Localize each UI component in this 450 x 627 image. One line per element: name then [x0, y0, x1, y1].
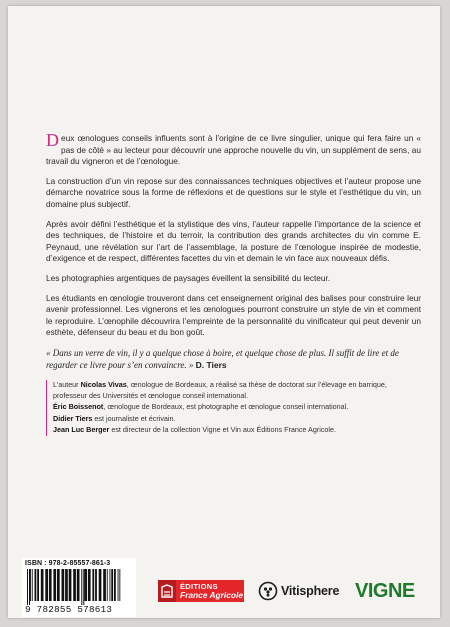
bio-jean-luc-berger: Jean Luc Berger est directeur de la collection Vigne et Vin aux Éditions France Agricole. [53, 425, 336, 435]
bio-nicolas-vivas: L’auteur Nicolas Vivas, œnologue de Bordeaux, a réalisé sa thèse de doctorat sur l’élevage en barrique, professeur des Universités et œnologue conseil international. [53, 379, 387, 400]
drop-cap: D [46, 130, 59, 150]
back-cover [8, 6, 440, 618]
paragraph-5: Les étudiants en œnologie trouveront dans cet enseignement original des balises pour construire leur avenir professionnel. Les vignerons et les œnologues pourront construire un style de vin et comment le reproduire. L’œnophile découvrira l’empreinte de la personnalité du vinificateur qui peut devenir un esthète, défenseur du beau et du bon goût. [46, 292, 421, 338]
paragraph-2: La construction d’un vin repose sur des connaissances techniques objectives et l’auteur propose une démarche novatrice sous la forme de réflexions et de questions sur le style et l’esthétique du vin, un domaine plus subjectif. [46, 175, 421, 209]
france-agricole-glyph-icon [158, 580, 176, 602]
author-bios [46, 380, 421, 436]
blurb [46, 130, 421, 437]
isbn-digits: 9 782855 578613 [25, 604, 113, 615]
barcode-icon [25, 569, 131, 605]
grape-circle-icon [258, 581, 278, 601]
vigne-logo: VIGNE [355, 580, 415, 602]
quote-text: « Dans un verre de vin, il y a quelque chose à boire, et quelque chose de plus. Il suffit de lire et de regarder ce livre pour s’en convaincre. » [46, 347, 399, 370]
isbn-barcode-block [22, 558, 136, 617]
vitisphere-logo: Vitisphere [258, 581, 339, 601]
france-agricole-logo: ÉDITIONS France Agricole [158, 580, 244, 602]
paragraph-4: Les photographies argentiques de paysages éveillent la sensibilité du lecteur. [46, 272, 331, 283]
paragraph-1: Deux œnologues conseils influents sont à l’origine de ce livre singulier, unique qui fera faire un « pas de côté » au lecteur pour découvrir une approche nouvelle du vin, un supplément de sens, au travail du vigneron et de l’œnologue. [46, 130, 421, 167]
quote-author: D. Tiers [195, 359, 227, 370]
bio-eric-boissenot: Éric Boissenot, œnologue de Bordeaux, est photographe et œnologue conseil international. [53, 402, 349, 412]
bio-didier-tiers: Didier Tiers est journaliste et écrivain. [53, 413, 176, 423]
isbn-label: ISBN : 978-2-85557-861-3 [25, 560, 111, 567]
pull-quote [46, 347, 421, 371]
paragraph-3: Après avoir défini l’esthétique et la stylistique des vins, l’auteur rappelle l’importance de la science et des techniques, de l’histoire et du terroir, la contribution des grands architectes du vin comme E. Peynaud, une révélation sur l’art de l’assemblage, la posture de l’œnologue inspirée de modestie, d’exigence et de respect, différentes facettes du vin et demain le vin face aux nouveaux défis. [46, 218, 421, 264]
